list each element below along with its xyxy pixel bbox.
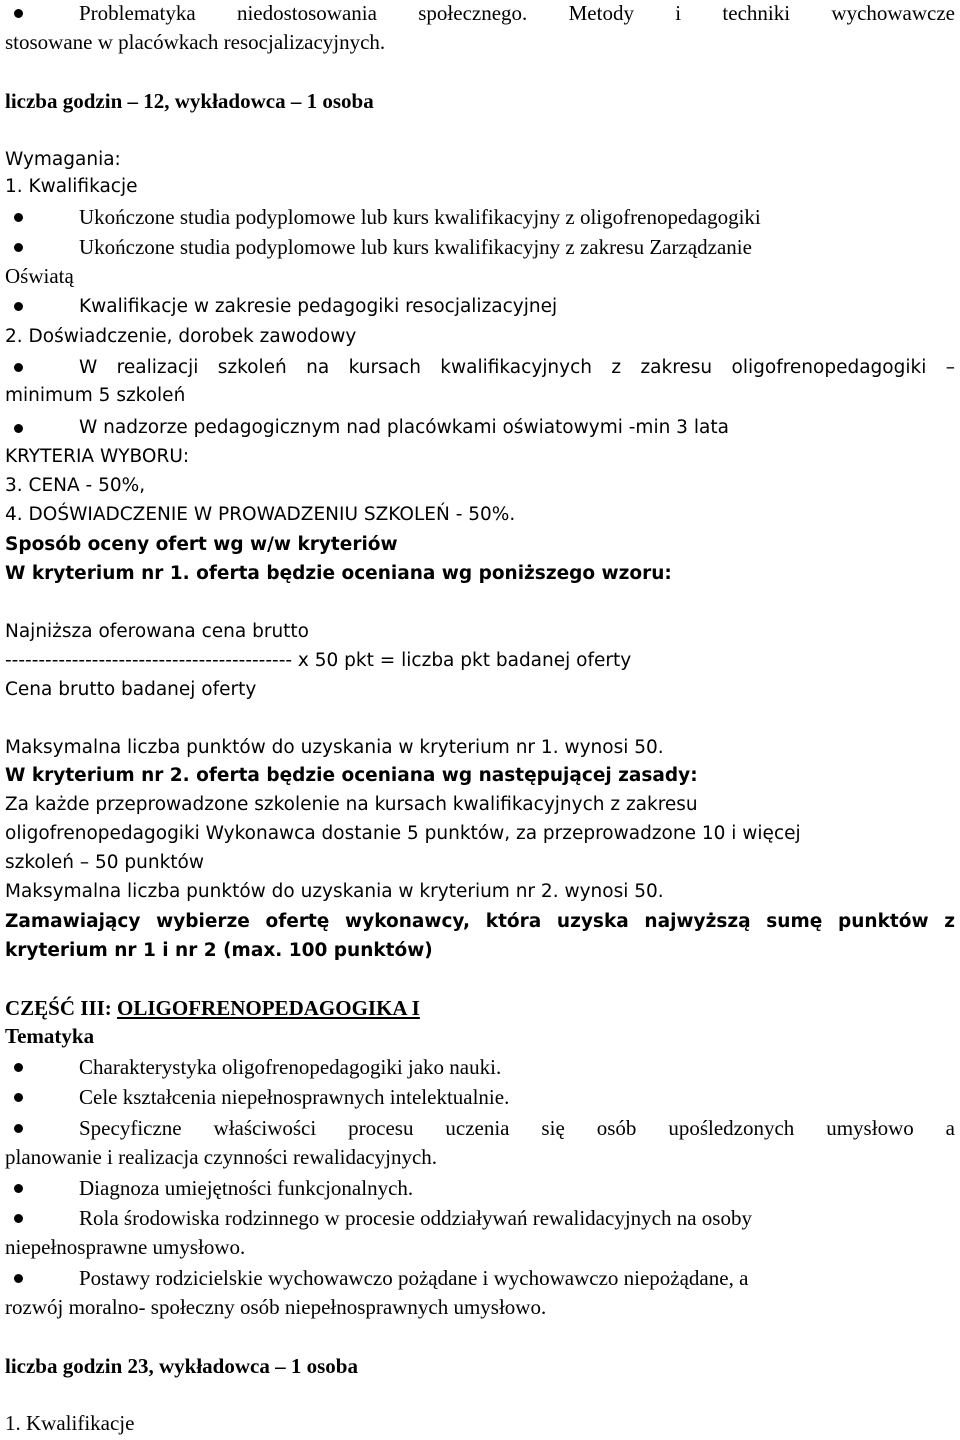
criterion-2-max: Maksymalna liczba punktów do uzyskania w kryterium nr 2. wynosi 50. xyxy=(5,881,664,902)
requirement-item: W nadzorze pedagogicznym nad placówkami oświatowymi -min 3 lata xyxy=(79,417,729,438)
part-title: OLIGOFRENOPEDAGOGIKA I xyxy=(117,996,420,1020)
criterion-1-max: Maksymalna liczba punktów do uzyskania w kryterium nr 1. wynosi 50. xyxy=(5,737,664,758)
bullet-icon xyxy=(14,1274,23,1283)
criterion-1-text: oferta będzie oceniana wg poniższego wzoru: xyxy=(189,563,672,584)
criteria-item: 3. CENA - 50%, xyxy=(5,475,146,496)
requirement-item-cont: minimum 5 szkoleń xyxy=(5,385,186,406)
requirement-item: Ukończone studia podyplomowe lub kurs kwalifikacyjny z zakresu Zarządzanie xyxy=(79,235,752,259)
criterion-2-desc: oligofrenopedagogiki Wykonawca dostanie 5 punktów, za przeprowadzone 10 i więcej xyxy=(5,823,801,844)
topic-item: Charakterystyka oligofrenopedagogiki jako nauki. xyxy=(79,1055,502,1079)
criterion-2-label: W kryterium nr 2. xyxy=(5,765,190,786)
topic-item-cont: niepełnosprawne umysłowo. xyxy=(5,1235,246,1259)
criterion-2-line xyxy=(5,763,698,789)
criteria-item: 4. DOŚWIADCZENIE W PROWADZENIU SZKOLEŃ - 50%. xyxy=(5,504,516,525)
part-heading xyxy=(5,995,420,1021)
requirement-item: Ukończone studia podyplomowe lub kurs kwalifikacyjny z oligofrenopedagogiki xyxy=(79,205,761,229)
topics-heading: Tematyka xyxy=(5,1024,95,1048)
formula-denominator: Cena brutto badanej oferty xyxy=(5,679,257,700)
bullet-icon xyxy=(14,1063,23,1072)
criterion-1-label: W kryterium nr 1. xyxy=(5,563,190,584)
requirement-item: W realizacji szkoleń na kursach kwalifikacyjnych z zakresu oligofrenopedagogiki – xyxy=(79,357,955,378)
topic-item-cont: planowanie i realizacja czynności rewalidacyjnych. xyxy=(5,1145,438,1169)
topic-item: Diagnoza umiejętności funkcjonalnych. xyxy=(79,1176,414,1200)
topic-item: Cele kształcenia niepełnosprawnych intelektualnie. xyxy=(79,1085,510,1109)
bullet-icon xyxy=(14,1124,23,1133)
topic-item-cont: rozwój moralno- społeczny osób niepełnosprawnych umysłowo. xyxy=(5,1295,547,1319)
bullet-icon xyxy=(14,1093,23,1102)
final-selection: Zamawiający wybierze ofertę wykonawcy, która uzyska najwyższą sumę punktów z xyxy=(5,911,955,932)
part-number: CZĘŚĆ III: xyxy=(5,996,118,1020)
bullet-icon xyxy=(14,9,23,18)
bullet-icon xyxy=(14,302,23,311)
hours-line: liczba godzin – 12, wykładowca – 1 osoba xyxy=(5,89,374,113)
experience-heading: 2. Doświadczenie, dorobek zawodowy xyxy=(5,326,357,347)
criteria-heading: KRYTERIA WYBORU: xyxy=(5,446,190,467)
requirement-item-cont: Oświatą xyxy=(5,264,74,288)
criterion-2-desc: Za każde przeprowadzone szkolenie na kursach kwalifikacyjnych z zakresu xyxy=(5,794,698,815)
hours-line: liczba godzin 23, wykładowca – 1 osoba xyxy=(5,1354,358,1378)
bullet-icon xyxy=(14,363,23,372)
topic-item: Postawy rodzicielskie wychowawczo pożądane i wychowawczo niepożądane, a xyxy=(79,1266,749,1290)
qualifications-heading: 1. Kwalifikacje xyxy=(5,176,138,197)
bullet-icon xyxy=(14,213,23,222)
bullet-icon xyxy=(14,243,23,252)
topic-item: Specyficzne właściwości procesu uczenia się osób upośledzonych umysłowo a xyxy=(79,1116,955,1140)
topic-item: Rola środowiska rodzinnego w procesie oddziaływań rewalidacyjnych na osoby xyxy=(79,1206,752,1230)
bullet-icon xyxy=(14,424,23,433)
requirement-item: Kwalifikacje w zakresie pedagogiki resocjalizacyjnej xyxy=(79,296,558,317)
requirements-heading: Wymagania: xyxy=(5,149,121,170)
formula-line: ------------------------------------------- x 50 pkt = liczba pkt badanej oferty xyxy=(5,650,632,671)
final-selection-cont: kryterium nr 1 i nr 2 (max. 100 punktów) xyxy=(5,940,433,961)
formula-numerator: Najniższa oferowana cena brutto xyxy=(5,621,309,642)
topic-line: stosowane w placówkach resocjalizacyjnych. xyxy=(5,30,386,54)
criterion-2-desc: szkoleń – 50 punktów xyxy=(5,852,205,873)
bullet-icon xyxy=(14,1214,23,1223)
scoring-heading: Sposób oceny ofert wg w/w kryteriów xyxy=(5,534,398,555)
topic-line: Problematyka niedostosowania społecznego. Metody i techniki wychowawcze xyxy=(79,1,955,25)
bullet-icon xyxy=(14,1184,23,1193)
qualifications-heading: 1. Kwalifikacje xyxy=(5,1411,135,1435)
criterion-2-text: oferta będzie oceniana wg następującej zasady: xyxy=(189,765,698,786)
criterion-1-line xyxy=(5,561,672,587)
